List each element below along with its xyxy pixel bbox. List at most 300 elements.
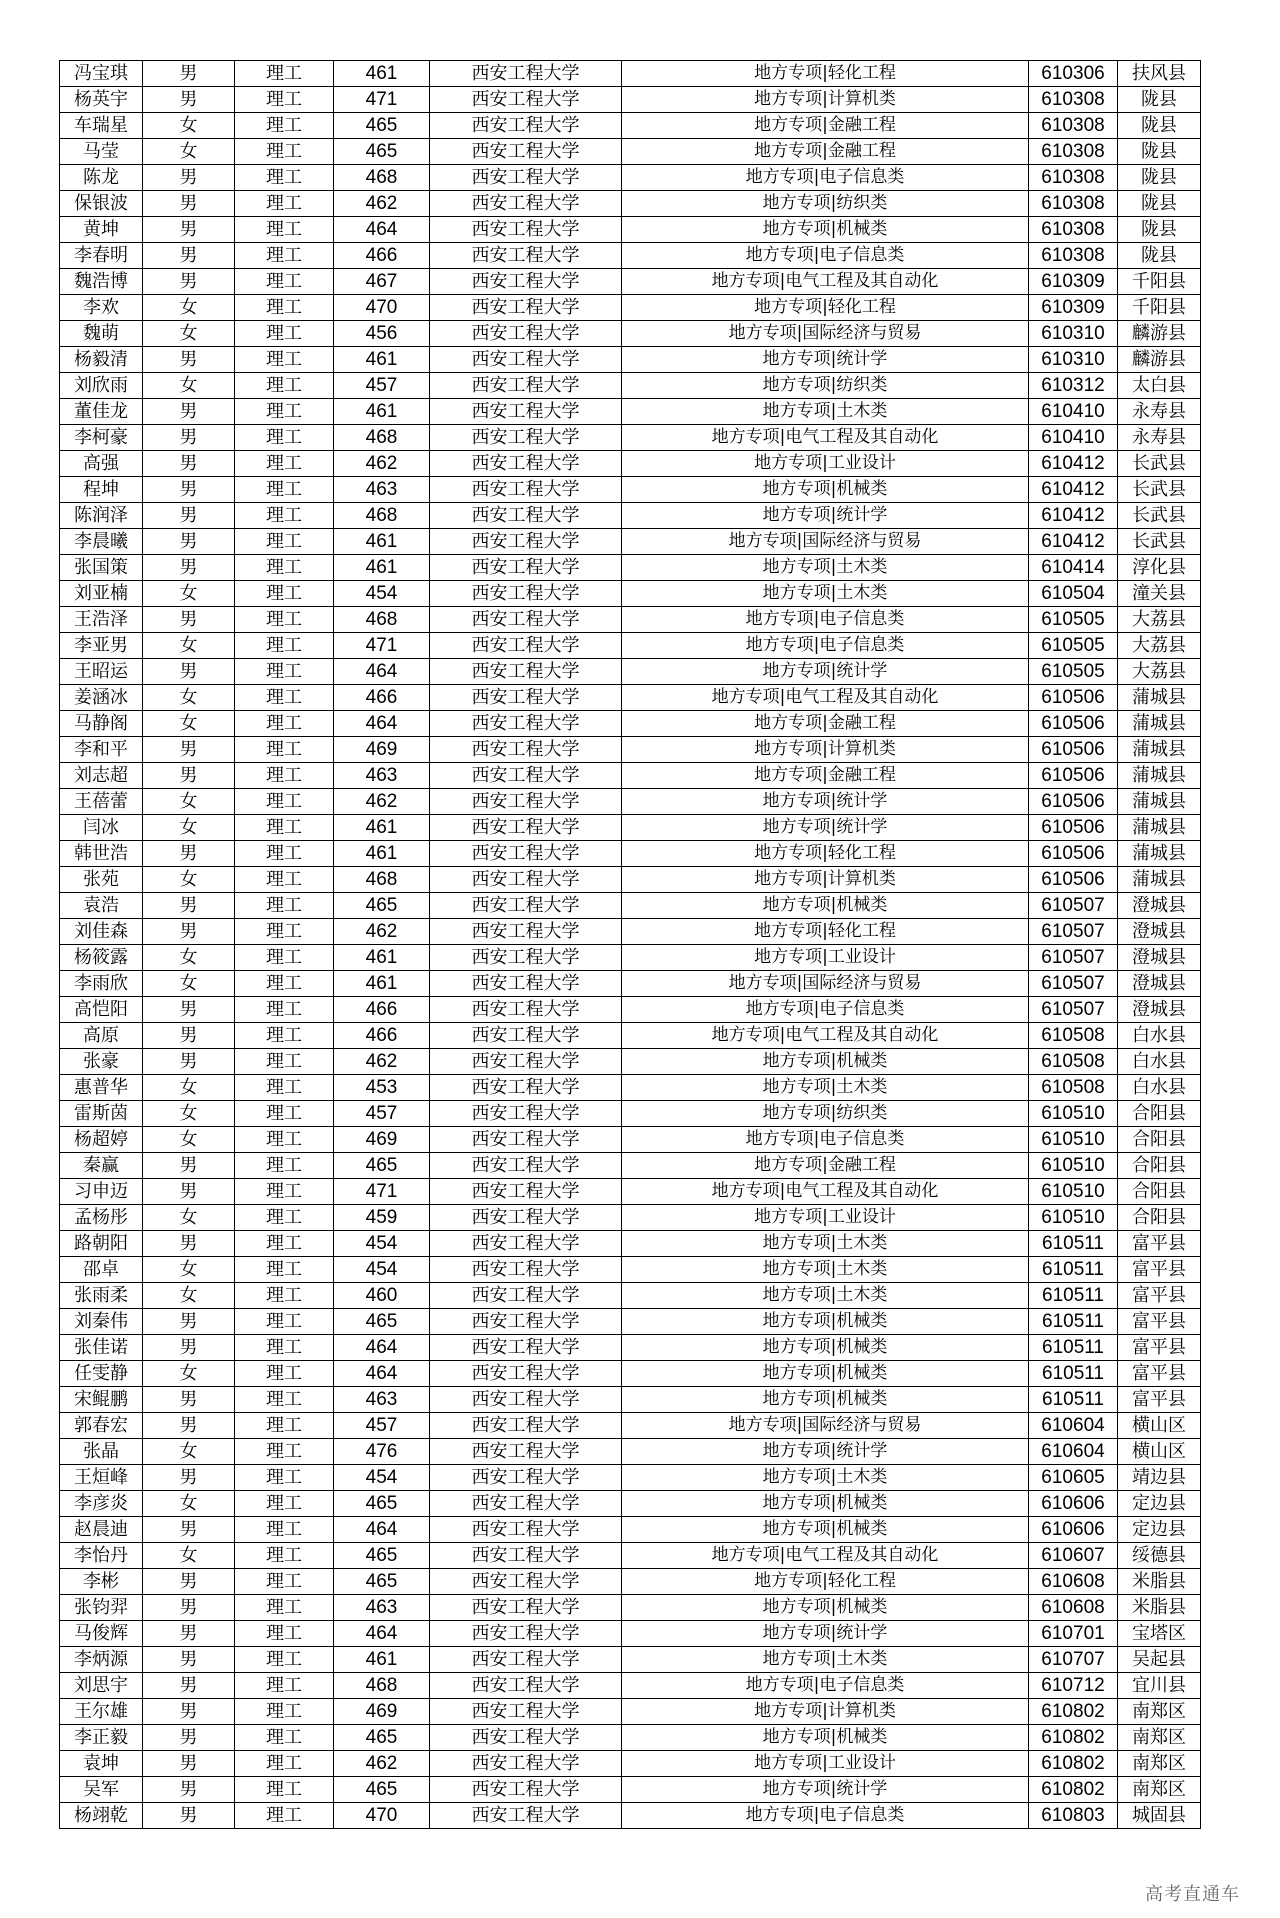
student-name-cell: 高恺阳 [60,997,143,1023]
subject-type-cell: 理工 [235,1257,334,1283]
university-cell: 西安工程大学 [430,529,622,555]
major-cell: 地方专项|轻化工程 [622,841,1029,867]
student-name-cell: 杨英宇 [60,87,143,113]
score-cell: 461 [334,971,430,997]
county-code-cell: 610604 [1029,1413,1118,1439]
score-cell: 464 [334,217,430,243]
university-cell: 西安工程大学 [430,867,622,893]
county-name-cell: 麟游县 [1118,347,1201,373]
student-name-cell: 李亚男 [60,633,143,659]
gender-cell: 男 [143,1387,235,1413]
gender-cell: 男 [143,1673,235,1699]
university-cell: 西安工程大学 [430,191,622,217]
score-cell: 468 [334,1673,430,1699]
major-cell: 地方专项|土木类 [622,555,1029,581]
gender-cell: 男 [143,269,235,295]
county-code-cell: 610308 [1029,217,1118,243]
score-cell: 461 [334,555,430,581]
subject-type-cell: 理工 [235,1517,334,1543]
subject-type-cell: 理工 [235,1465,334,1491]
gender-cell: 男 [143,399,235,425]
subject-type-cell: 理工 [235,191,334,217]
county-name-cell: 南郑区 [1118,1725,1201,1751]
student-name-cell: 邵卓 [60,1257,143,1283]
score-cell: 462 [334,1751,430,1777]
student-name-cell: 王昭运 [60,659,143,685]
county-name-cell: 定边县 [1118,1491,1201,1517]
gender-cell: 女 [143,789,235,815]
table-row [60,1725,1201,1751]
county-code-cell: 610414 [1029,555,1118,581]
table-row [60,1803,1201,1829]
score-cell: 469 [334,1699,430,1725]
major-cell: 地方专项|土木类 [622,1075,1029,1101]
score-cell: 465 [334,1491,430,1517]
gender-cell: 女 [143,1439,235,1465]
table-row [60,269,1201,295]
university-cell: 西安工程大学 [430,711,622,737]
county-name-cell: 长武县 [1118,503,1201,529]
subject-type-cell: 理工 [235,1179,334,1205]
subject-type-cell: 理工 [235,139,334,165]
major-cell: 地方专项|机械类 [622,1335,1029,1361]
major-cell: 地方专项|机械类 [622,1517,1029,1543]
student-name-cell: 姜涵冰 [60,685,143,711]
score-cell: 465 [334,1569,430,1595]
subject-type-cell: 理工 [235,321,334,347]
score-cell: 467 [334,269,430,295]
county-name-cell: 千阳县 [1118,295,1201,321]
table-row [60,1491,1201,1517]
county-code-cell: 610306 [1029,61,1118,87]
county-code-cell: 610412 [1029,477,1118,503]
score-cell: 465 [334,1309,430,1335]
major-cell: 地方专项|轻化工程 [622,919,1029,945]
university-cell: 西安工程大学 [430,685,622,711]
subject-type-cell: 理工 [235,1699,334,1725]
student-name-cell: 张苑 [60,867,143,893]
major-cell: 地方专项|土木类 [622,581,1029,607]
gender-cell: 男 [143,1725,235,1751]
county-name-cell: 陇县 [1118,139,1201,165]
table-row [60,919,1201,945]
major-cell: 地方专项|统计学 [622,347,1029,373]
gender-cell: 女 [143,139,235,165]
university-cell: 西安工程大学 [430,1387,622,1413]
county-code-cell: 610508 [1029,1049,1118,1075]
subject-type-cell: 理工 [235,737,334,763]
university-cell: 西安工程大学 [430,1153,622,1179]
county-code-cell: 610803 [1029,1803,1118,1829]
score-cell: 469 [334,737,430,763]
gender-cell: 男 [143,477,235,503]
table-row [60,1621,1201,1647]
student-name-cell: 雷斯茵 [60,1101,143,1127]
county-name-cell: 白水县 [1118,1023,1201,1049]
county-code-cell: 610802 [1029,1725,1118,1751]
county-code-cell: 610712 [1029,1673,1118,1699]
gender-cell: 男 [143,1309,235,1335]
county-code-cell: 610510 [1029,1205,1118,1231]
score-cell: 463 [334,477,430,503]
gender-cell: 女 [143,1257,235,1283]
score-cell: 462 [334,919,430,945]
university-cell: 西安工程大学 [430,815,622,841]
table-row [60,61,1201,87]
student-name-cell: 袁坤 [60,1751,143,1777]
student-name-cell: 刘思宇 [60,1673,143,1699]
university-cell: 西安工程大学 [430,243,622,269]
county-name-cell: 陇县 [1118,87,1201,113]
table-row [60,1049,1201,1075]
subject-type-cell: 理工 [235,1231,334,1257]
county-code-cell: 610507 [1029,919,1118,945]
university-cell: 西安工程大学 [430,113,622,139]
university-cell: 西安工程大学 [430,893,622,919]
subject-type-cell: 理工 [235,165,334,191]
county-code-cell: 610802 [1029,1777,1118,1803]
county-code-cell: 610607 [1029,1543,1118,1569]
student-name-cell: 韩世浩 [60,841,143,867]
subject-type-cell: 理工 [235,1439,334,1465]
table-row [60,1387,1201,1413]
table-row [60,685,1201,711]
table-row [60,997,1201,1023]
county-code-cell: 610308 [1029,87,1118,113]
admission-table [59,60,1201,1829]
county-name-cell: 宝塔区 [1118,1621,1201,1647]
gender-cell: 男 [143,841,235,867]
county-code-cell: 610608 [1029,1595,1118,1621]
university-cell: 西安工程大学 [430,1231,622,1257]
county-name-cell: 南郑区 [1118,1777,1201,1803]
county-code-cell: 610308 [1029,191,1118,217]
major-cell: 地方专项|计算机类 [622,87,1029,113]
county-code-cell: 610604 [1029,1439,1118,1465]
county-name-cell: 陇县 [1118,217,1201,243]
university-cell: 西安工程大学 [430,1075,622,1101]
university-cell: 西安工程大学 [430,789,622,815]
county-name-cell: 淳化县 [1118,555,1201,581]
student-name-cell: 刘佳森 [60,919,143,945]
gender-cell: 男 [143,165,235,191]
subject-type-cell: 理工 [235,1361,334,1387]
major-cell: 地方专项|工业设计 [622,1205,1029,1231]
university-cell: 西安工程大学 [430,1569,622,1595]
county-name-cell: 陇县 [1118,243,1201,269]
score-cell: 457 [334,1413,430,1439]
county-code-cell: 610505 [1029,633,1118,659]
student-name-cell: 张晶 [60,1439,143,1465]
county-code-cell: 610308 [1029,113,1118,139]
university-cell: 西安工程大学 [430,659,622,685]
table-row [60,399,1201,425]
subject-type-cell: 理工 [235,607,334,633]
gender-cell: 女 [143,581,235,607]
gender-cell: 男 [143,607,235,633]
major-cell: 地方专项|电子信息类 [622,607,1029,633]
major-cell: 地方专项|机械类 [622,1309,1029,1335]
major-cell: 地方专项|工业设计 [622,451,1029,477]
gender-cell: 男 [143,1777,235,1803]
gender-cell: 女 [143,1543,235,1569]
subject-type-cell: 理工 [235,1621,334,1647]
table-row [60,139,1201,165]
subject-type-cell: 理工 [235,477,334,503]
county-name-cell: 长武县 [1118,477,1201,503]
table-row [60,763,1201,789]
student-name-cell: 李炳源 [60,1647,143,1673]
major-cell: 地方专项|电子信息类 [622,243,1029,269]
university-cell: 西安工程大学 [430,633,622,659]
student-name-cell: 习申迈 [60,1179,143,1205]
table-row [60,191,1201,217]
student-name-cell: 马静阁 [60,711,143,737]
score-cell: 464 [334,1335,430,1361]
table-row [60,1465,1201,1491]
table-row [60,1699,1201,1725]
university-cell: 西安工程大学 [430,269,622,295]
student-name-cell: 董佳龙 [60,399,143,425]
gender-cell: 女 [143,295,235,321]
score-cell: 461 [334,347,430,373]
major-cell: 地方专项|统计学 [622,1777,1029,1803]
subject-type-cell: 理工 [235,1387,334,1413]
university-cell: 西安工程大学 [430,1127,622,1153]
table-row [60,1595,1201,1621]
university-cell: 西安工程大学 [430,1803,622,1829]
subject-type-cell: 理工 [235,1725,334,1751]
county-code-cell: 610507 [1029,893,1118,919]
student-name-cell: 张雨柔 [60,1283,143,1309]
subject-type-cell: 理工 [235,1777,334,1803]
gender-cell: 男 [143,191,235,217]
subject-type-cell: 理工 [235,893,334,919]
table-row [60,1075,1201,1101]
table-row [60,1361,1201,1387]
university-cell: 西安工程大学 [430,763,622,789]
score-cell: 468 [334,607,430,633]
major-cell: 地方专项|统计学 [622,659,1029,685]
score-cell: 468 [334,867,430,893]
county-code-cell: 610506 [1029,815,1118,841]
table-row [60,1023,1201,1049]
table-row [60,1647,1201,1673]
student-name-cell: 李雨欣 [60,971,143,997]
university-cell: 西安工程大学 [430,919,622,945]
major-cell: 地方专项|国际经济与贸易 [622,529,1029,555]
student-name-cell: 李怡丹 [60,1543,143,1569]
gender-cell: 男 [143,347,235,373]
subject-type-cell: 理工 [235,789,334,815]
subject-type-cell: 理工 [235,1413,334,1439]
gender-cell: 男 [143,451,235,477]
score-cell: 460 [334,1283,430,1309]
table-row [60,477,1201,503]
major-cell: 地方专项|计算机类 [622,1699,1029,1725]
county-code-cell: 610505 [1029,659,1118,685]
county-name-cell: 合阳县 [1118,1127,1201,1153]
student-name-cell: 李和平 [60,737,143,763]
subject-type-cell: 理工 [235,1595,334,1621]
subject-type-cell: 理工 [235,451,334,477]
county-code-cell: 610504 [1029,581,1118,607]
county-name-cell: 富平县 [1118,1231,1201,1257]
subject-type-cell: 理工 [235,685,334,711]
university-cell: 西安工程大学 [430,1309,622,1335]
table-row [60,1257,1201,1283]
subject-type-cell: 理工 [235,217,334,243]
university-cell: 西安工程大学 [430,581,622,607]
table-row [60,165,1201,191]
score-cell: 465 [334,1725,430,1751]
score-cell: 461 [334,61,430,87]
score-cell: 461 [334,815,430,841]
major-cell: 地方专项|电子信息类 [622,633,1029,659]
county-name-cell: 靖边县 [1118,1465,1201,1491]
county-code-cell: 610511 [1029,1361,1118,1387]
student-name-cell: 王蓓蕾 [60,789,143,815]
county-code-cell: 610511 [1029,1335,1118,1361]
table-row [60,841,1201,867]
major-cell: 地方专项|统计学 [622,503,1029,529]
score-cell: 454 [334,1465,430,1491]
student-name-cell: 李正毅 [60,1725,143,1751]
score-cell: 461 [334,399,430,425]
county-code-cell: 610510 [1029,1101,1118,1127]
gender-cell: 男 [143,1517,235,1543]
student-name-cell: 程坤 [60,477,143,503]
county-name-cell: 富平县 [1118,1387,1201,1413]
gender-cell: 女 [143,971,235,997]
county-name-cell: 蒲城县 [1118,815,1201,841]
gender-cell: 男 [143,529,235,555]
table-row [60,503,1201,529]
student-name-cell: 魏萌 [60,321,143,347]
score-cell: 470 [334,1803,430,1829]
table-row [60,347,1201,373]
university-cell: 西安工程大学 [430,1517,622,1543]
university-cell: 西安工程大学 [430,1023,622,1049]
county-code-cell: 610511 [1029,1309,1118,1335]
county-name-cell: 南郑区 [1118,1699,1201,1725]
county-code-cell: 610309 [1029,295,1118,321]
gender-cell: 女 [143,1361,235,1387]
subject-type-cell: 理工 [235,529,334,555]
table-row [60,1153,1201,1179]
table-row [60,1231,1201,1257]
county-name-cell: 蒲城县 [1118,763,1201,789]
county-code-cell: 610608 [1029,1569,1118,1595]
county-code-cell: 610510 [1029,1127,1118,1153]
county-name-cell: 永寿县 [1118,399,1201,425]
county-name-cell: 蒲城县 [1118,737,1201,763]
university-cell: 西安工程大学 [430,1283,622,1309]
major-cell: 地方专项|土木类 [622,1257,1029,1283]
score-cell: 470 [334,295,430,321]
university-cell: 西安工程大学 [430,1101,622,1127]
county-code-cell: 610508 [1029,1075,1118,1101]
university-cell: 西安工程大学 [430,1049,622,1075]
table-row [60,1283,1201,1309]
university-cell: 西安工程大学 [430,503,622,529]
score-cell: 454 [334,581,430,607]
score-cell: 457 [334,1101,430,1127]
university-cell: 西安工程大学 [430,1777,622,1803]
university-cell: 西安工程大学 [430,1439,622,1465]
major-cell: 地方专项|机械类 [622,1595,1029,1621]
score-cell: 463 [334,1595,430,1621]
score-cell: 466 [334,685,430,711]
county-code-cell: 610511 [1029,1283,1118,1309]
major-cell: 地方专项|金融工程 [622,113,1029,139]
table-row [60,867,1201,893]
student-name-cell: 李春明 [60,243,143,269]
major-cell: 地方专项|国际经济与贸易 [622,1413,1029,1439]
major-cell: 地方专项|统计学 [622,1439,1029,1465]
gender-cell: 女 [143,1127,235,1153]
student-name-cell: 李欢 [60,295,143,321]
county-name-cell: 陇县 [1118,191,1201,217]
table-row [60,425,1201,451]
student-name-cell: 赵晨迪 [60,1517,143,1543]
gender-cell: 女 [143,945,235,971]
score-cell: 468 [334,425,430,451]
county-name-cell: 合阳县 [1118,1101,1201,1127]
county-name-cell: 合阳县 [1118,1205,1201,1231]
table-row [60,1439,1201,1465]
major-cell: 地方专项|纺织类 [622,191,1029,217]
student-name-cell: 保银波 [60,191,143,217]
student-name-cell: 郭春宏 [60,1413,143,1439]
county-name-cell: 麟游县 [1118,321,1201,347]
county-name-cell: 宜川县 [1118,1673,1201,1699]
student-name-cell: 马莹 [60,139,143,165]
score-cell: 456 [334,321,430,347]
county-name-cell: 千阳县 [1118,269,1201,295]
table-row [60,971,1201,997]
subject-type-cell: 理工 [235,373,334,399]
county-name-cell: 绥德县 [1118,1543,1201,1569]
county-code-cell: 610606 [1029,1517,1118,1543]
university-cell: 西安工程大学 [430,1413,622,1439]
county-code-cell: 610506 [1029,711,1118,737]
major-cell: 地方专项|国际经济与贸易 [622,321,1029,347]
county-name-cell: 吴起县 [1118,1647,1201,1673]
county-code-cell: 610511 [1029,1257,1118,1283]
gender-cell: 女 [143,633,235,659]
county-name-cell: 蒲城县 [1118,841,1201,867]
major-cell: 地方专项|机械类 [622,893,1029,919]
major-cell: 地方专项|统计学 [622,789,1029,815]
county-name-cell: 长武县 [1118,529,1201,555]
major-cell: 地方专项|机械类 [622,1387,1029,1413]
university-cell: 西安工程大学 [430,347,622,373]
score-cell: 466 [334,1023,430,1049]
gender-cell: 男 [143,1231,235,1257]
gender-cell: 男 [143,1569,235,1595]
county-code-cell: 610508 [1029,1023,1118,1049]
student-name-cell: 刘志超 [60,763,143,789]
student-name-cell: 张国策 [60,555,143,581]
county-name-cell: 米脂县 [1118,1569,1201,1595]
score-cell: 465 [334,893,430,919]
subject-type-cell: 理工 [235,1751,334,1777]
major-cell: 地方专项|机械类 [622,217,1029,243]
gender-cell: 男 [143,1647,235,1673]
university-cell: 西安工程大学 [430,321,622,347]
subject-type-cell: 理工 [235,763,334,789]
